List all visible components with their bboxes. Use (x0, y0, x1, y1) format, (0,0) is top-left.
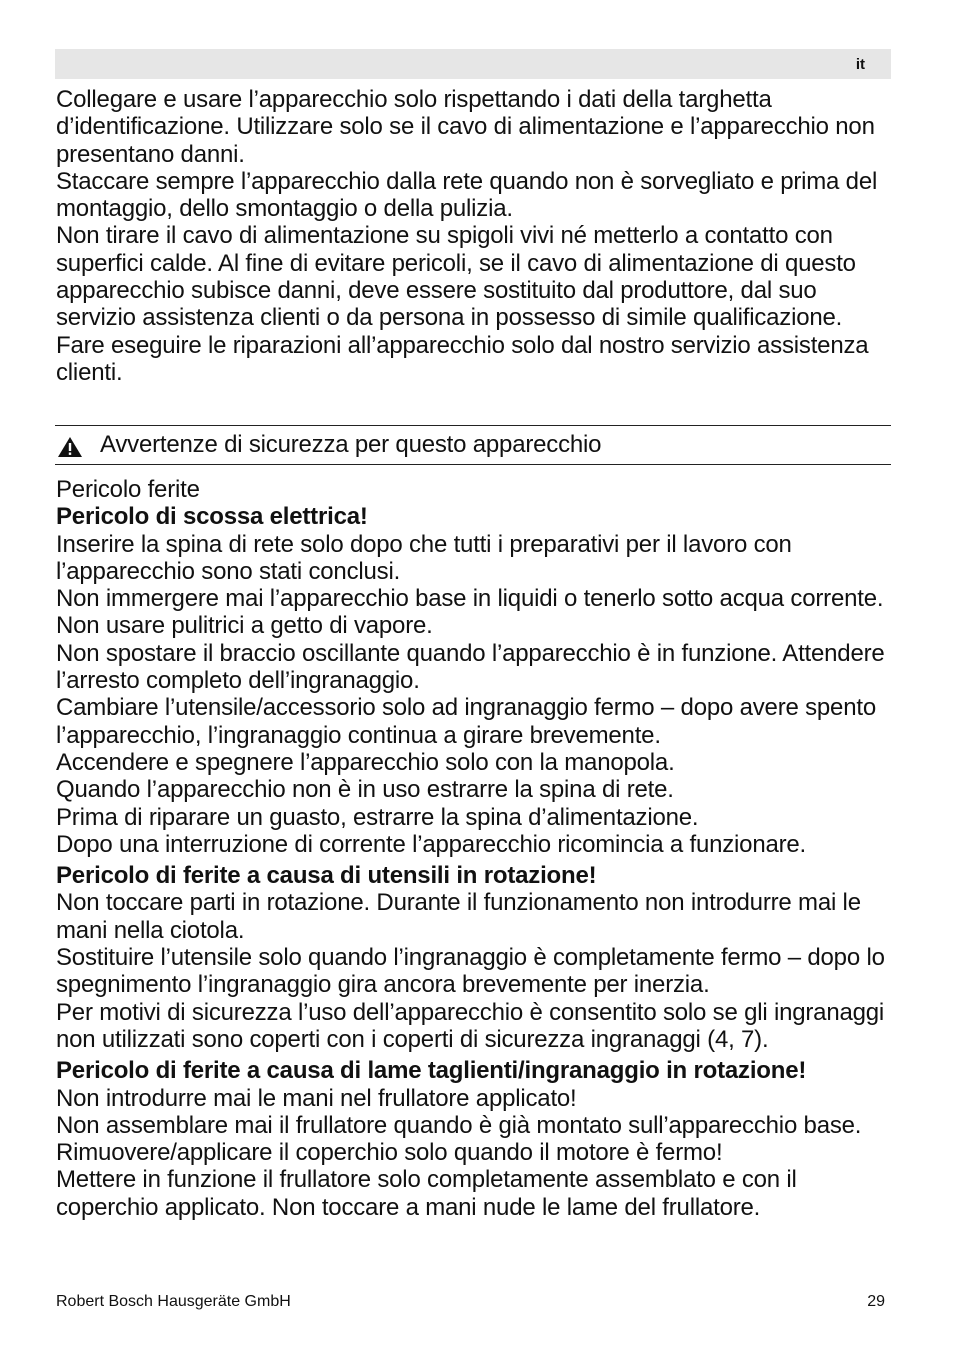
intro-paragraph: Staccare sempre l’apparecchio dalla rete quando non è sorvegliato e prima del montaggio, dello smontaggio o della pulizia. (56, 167, 878, 223)
heading-injury-danger: Pericolo ferite (56, 476, 200, 503)
safety-text-block (56, 476, 896, 1221)
safety-line: Non toccare parti in rotazione. Durante il funzionamento non introdurre mai le mani nella ciotola. (56, 889, 861, 944)
safety-line: Cambiare l’utensile/accessorio solo ad ingranaggio fermo – dopo avere spento l’apparecchio, l’ingranaggio continua a girare brevemente. (56, 694, 876, 749)
safety-line: Non assemblare mai il frullatore quando è già montato sull’apparecchio base. Rimuovere/applicare il coperchio solo quando il motore è fermo! (56, 1111, 862, 1167)
intro-text-block (56, 86, 896, 386)
safety-section-header (55, 425, 891, 465)
heading-rotating-tools: Pericolo di ferite a causa di utensili in rotazione! (56, 862, 597, 890)
safety-line: Prima di riparare un guasto, estrarre la spina d’alimentazione. (56, 803, 699, 831)
intro-paragraph: Fare eseguire le riparazioni all’apparecchio solo dal nostro servizio assistenza clienti. (56, 331, 869, 386)
safety-line: Sostituire l’utensile solo quando l’ingranaggio è completamente fermo – dopo lo spegnimento l’ingranaggio gira ancora brevemente per inerzia. (56, 944, 885, 999)
safety-line: Dopo una interruzione di corrente l’apparecchio ricomincia a funzionare. (56, 830, 807, 858)
footer-company: Robert Bosch Hausgeräte GmbH (56, 1293, 291, 1310)
safety-line: Non spostare il braccio oscillante quando l’apparecchio è in funzione. Attendere l’arresto completo dell’ingranaggio. (56, 639, 885, 695)
safety-line: Inserire la spina di rete solo dopo che tutti i preparativi per il lavoro con l’apparecchio sono stati conclusi. (56, 530, 792, 585)
language-bar (55, 49, 891, 79)
section-title: Avvertenze di sicurezza per questo apparecchio (100, 431, 602, 458)
heading-sharp-blades: Pericolo di ferite a causa di lame taglienti/ingranaggio in rotazione! (56, 1057, 807, 1085)
safety-line: Per motivi di sicurezza l’uso dell’apparecchio è consentito solo se gli ingranaggi non utilizzati sono coperti con i coperti di sicurezza ingranaggi (4, 7). (56, 998, 885, 1053)
safety-line: Accendere e spegnere l’apparecchio solo con la manopola. (56, 748, 675, 776)
safety-line: Mettere in funzione il frullatore solo completamente assemblato e con il coperchio applicato. Non toccare a mani nude le lame del frullatore. (56, 1166, 797, 1221)
intro-paragraph: Non tirare il cavo di alimentazione su spigoli vivi né metterlo a contatto con superfici calde. Al fine di evitare pericoli, se il cavo di alimentazione di questo apparecchio subisce danni, deve essere sostituito dal produttore, dal suo servizio assistenza clienti o da persona in possesso di simile qualificazione. (56, 222, 856, 332)
heading-electric-shock: Pericolo di scossa elettrica! (56, 503, 368, 531)
warning-triangle-icon (57, 436, 83, 458)
safety-line: Non immergere mai l’apparecchio base in liquidi o tenerlo sotto acqua corrente. Non usare pulitrici a getto di vapore. (56, 585, 884, 640)
safety-line: Non introdurre mai le mani nel frullatore applicato! (56, 1084, 577, 1112)
footer-page-number: 29 (867, 1293, 885, 1310)
safety-line: Quando l’apparecchio non è in uso estrarre la spina di rete. (56, 776, 674, 804)
language-code: it (855, 56, 865, 73)
intro-paragraph: Collegare e usare l’apparecchio solo rispettando i dati della targhetta d’identificazione. Utilizzare solo se il cavo di alimentazione e l’apparecchio non presentano danni. (56, 86, 875, 168)
